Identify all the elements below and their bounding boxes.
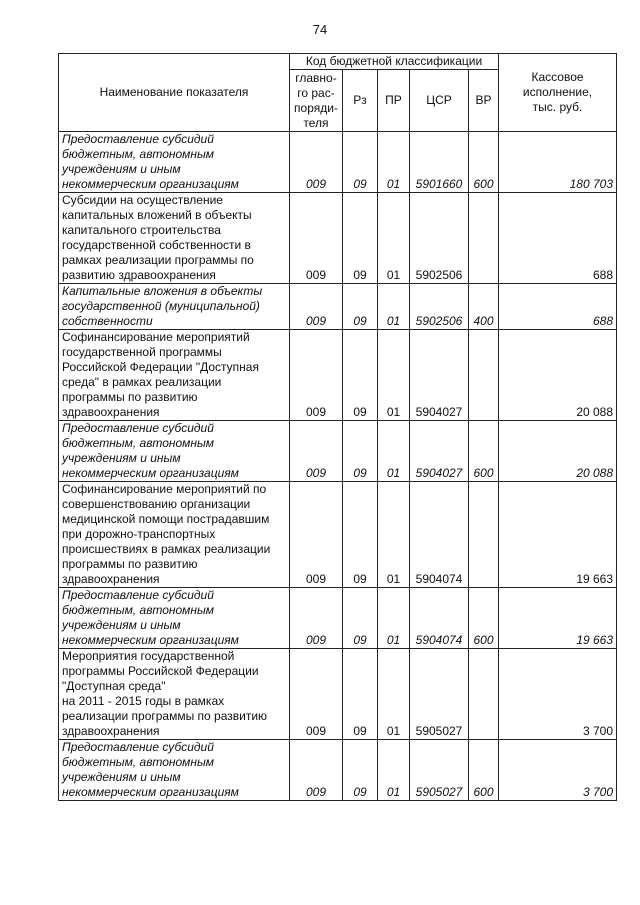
row-csr: 5904074	[410, 482, 469, 588]
row-name	[59, 588, 290, 649]
row-amount: 3 700	[499, 740, 617, 801]
row-name	[59, 330, 290, 421]
row-amount: 20 088	[499, 421, 617, 482]
table-row	[59, 132, 617, 193]
row-name-line: некоммерческим организациям	[62, 785, 239, 799]
row-name-line: программы Российской Федерации	[62, 664, 259, 678]
row-vr	[469, 649, 499, 740]
row-rz: 09	[343, 421, 378, 482]
row-name-line: учреждениям и иным	[62, 451, 181, 465]
table-row	[59, 193, 617, 284]
table-row	[59, 649, 617, 740]
row-pr: 01	[378, 740, 410, 801]
row-name-line: здравоохранения	[62, 405, 160, 419]
row-name-line: совершенствованию организации	[62, 497, 251, 511]
row-main-admin: 009	[290, 649, 343, 740]
row-name-line: некоммерческим организациям	[62, 177, 239, 191]
table-row	[59, 421, 617, 482]
row-name-line: здравоохранения	[62, 724, 160, 738]
row-csr: 5902506	[410, 193, 469, 284]
row-pr: 01	[378, 421, 410, 482]
budget-table	[58, 53, 617, 801]
row-pr: 01	[378, 284, 410, 330]
row-name-line: на 2011 - 2015 годы в рамках	[62, 694, 225, 708]
row-main-admin: 009	[290, 588, 343, 649]
row-rz: 09	[343, 193, 378, 284]
row-pr: 01	[378, 588, 410, 649]
row-rz: 09	[343, 588, 378, 649]
row-main-admin: 009	[290, 740, 343, 801]
row-name-line: Предоставление субсидий	[62, 421, 214, 435]
row-amount: 688	[499, 284, 617, 330]
table-body	[59, 132, 617, 801]
row-name-line: развитию здравоохранения	[62, 268, 216, 282]
row-name	[59, 740, 290, 801]
row-name-line: медицинской помощи пострадавшим	[62, 512, 270, 526]
row-name-line: программы по развитию	[62, 390, 198, 404]
row-name	[59, 193, 290, 284]
row-amount: 688	[499, 193, 617, 284]
row-vr: 400	[469, 284, 499, 330]
table-row	[59, 482, 617, 588]
row-pr: 01	[378, 482, 410, 588]
page-number: 74	[312, 22, 328, 37]
row-name-line: Софинансирование мероприятий по	[62, 482, 267, 496]
row-name-line: Мероприятия государственной	[62, 649, 235, 663]
row-main-admin: 009	[290, 482, 343, 588]
row-main-admin: 009	[290, 284, 343, 330]
row-name	[59, 421, 290, 482]
row-name-line: бюджетным, автономным	[62, 147, 215, 161]
row-name-line: бюджетным, автономным	[62, 436, 215, 450]
row-name-line: капитального строительства	[62, 223, 221, 237]
table-row	[59, 284, 617, 330]
row-rz: 09	[343, 649, 378, 740]
row-name-line: бюджетным, автономным	[62, 603, 215, 617]
header-main-admin: главно- го рас- поряди- теля	[290, 70, 343, 132]
row-name-line: некоммерческим организациям	[62, 466, 239, 480]
row-name-line: Предоставление субсидий	[62, 132, 214, 146]
row-name-line: происшествиях в рамках реализации	[62, 542, 271, 556]
header-pr: ПР	[378, 70, 410, 132]
row-rz: 09	[343, 132, 378, 193]
row-vr	[469, 193, 499, 284]
row-name-line: капитальных вложений в объекты	[62, 208, 252, 222]
row-name-line: учреждениям и иным	[62, 162, 181, 176]
row-name-line: государственной программы	[62, 345, 222, 359]
row-rz: 09	[343, 284, 378, 330]
header-vr: ВР	[469, 70, 499, 132]
row-main-admin: 009	[290, 193, 343, 284]
row-csr: 5901660	[410, 132, 469, 193]
row-amount: 180 703	[499, 132, 617, 193]
table-row	[59, 740, 617, 801]
row-name-line: "Доступная среда"	[62, 679, 166, 693]
row-vr: 600	[469, 421, 499, 482]
row-amount: 20 088	[499, 330, 617, 421]
header-classification-group: Код бюджетной классификации	[290, 54, 499, 70]
row-name	[59, 649, 290, 740]
row-pr: 01	[378, 193, 410, 284]
row-main-admin: 009	[290, 132, 343, 193]
row-csr: 5905027	[410, 740, 469, 801]
row-name-line: Субсидии на осуществление	[62, 193, 223, 207]
row-amount: 19 663	[499, 482, 617, 588]
row-name-line: Капитальные вложения в объекты	[62, 284, 263, 298]
row-csr: 5904027	[410, 421, 469, 482]
row-pr: 01	[378, 649, 410, 740]
row-name-line: бюджетным, автономным	[62, 755, 215, 769]
row-vr	[469, 330, 499, 421]
row-name-line: среда" в рамках реализации	[62, 375, 222, 389]
table-row	[59, 330, 617, 421]
row-csr: 5902506	[410, 284, 469, 330]
row-name-line: учреждениям и иным	[62, 770, 181, 784]
row-vr: 600	[469, 740, 499, 801]
row-name	[59, 284, 290, 330]
row-vr: 600	[469, 588, 499, 649]
header-csr: ЦСР	[410, 70, 469, 132]
row-pr: 01	[378, 132, 410, 193]
row-name-line: учреждениям и иным	[62, 618, 181, 632]
row-name-line: реализации программы по развитию	[62, 709, 268, 723]
row-pr: 01	[378, 330, 410, 421]
row-name-line: при дорожно-транспортных	[62, 527, 216, 541]
row-name-line: Предоставление субсидий	[62, 740, 214, 754]
row-csr: 5904074	[410, 588, 469, 649]
header-rz: Рз	[343, 70, 378, 132]
row-amount: 3 700	[499, 649, 617, 740]
header-amount: Кассовое исполнение, тыс. руб.	[499, 54, 617, 132]
row-name-line: собственности	[62, 314, 153, 328]
row-name-line: Российской Федерации "Доступная	[62, 360, 259, 374]
row-name-line: рамках реализации программы по	[62, 253, 254, 267]
row-rz: 09	[343, 330, 378, 421]
header-name: Наименование показателя	[59, 54, 290, 132]
row-name-line: программы по развитию	[62, 557, 198, 571]
row-name-line: здравоохранения	[62, 572, 160, 586]
row-name-line: государственной (муниципальной)	[62, 299, 260, 313]
row-name	[59, 482, 290, 588]
table-row	[59, 588, 617, 649]
row-vr: 600	[469, 132, 499, 193]
row-amount: 19 663	[499, 588, 617, 649]
row-name-line: государственной собственности в	[62, 238, 251, 252]
row-csr: 5905027	[410, 649, 469, 740]
row-vr	[469, 482, 499, 588]
row-name-line: некоммерческим организациям	[62, 633, 239, 647]
row-main-admin: 009	[290, 421, 343, 482]
row-name	[59, 132, 290, 193]
row-rz: 09	[343, 482, 378, 588]
row-rz: 09	[343, 740, 378, 801]
row-name-line: Софинансирование мероприятий	[62, 330, 250, 344]
row-csr: 5904027	[410, 330, 469, 421]
row-name-line: Предоставление субсидий	[62, 588, 214, 602]
row-main-admin: 009	[290, 330, 343, 421]
